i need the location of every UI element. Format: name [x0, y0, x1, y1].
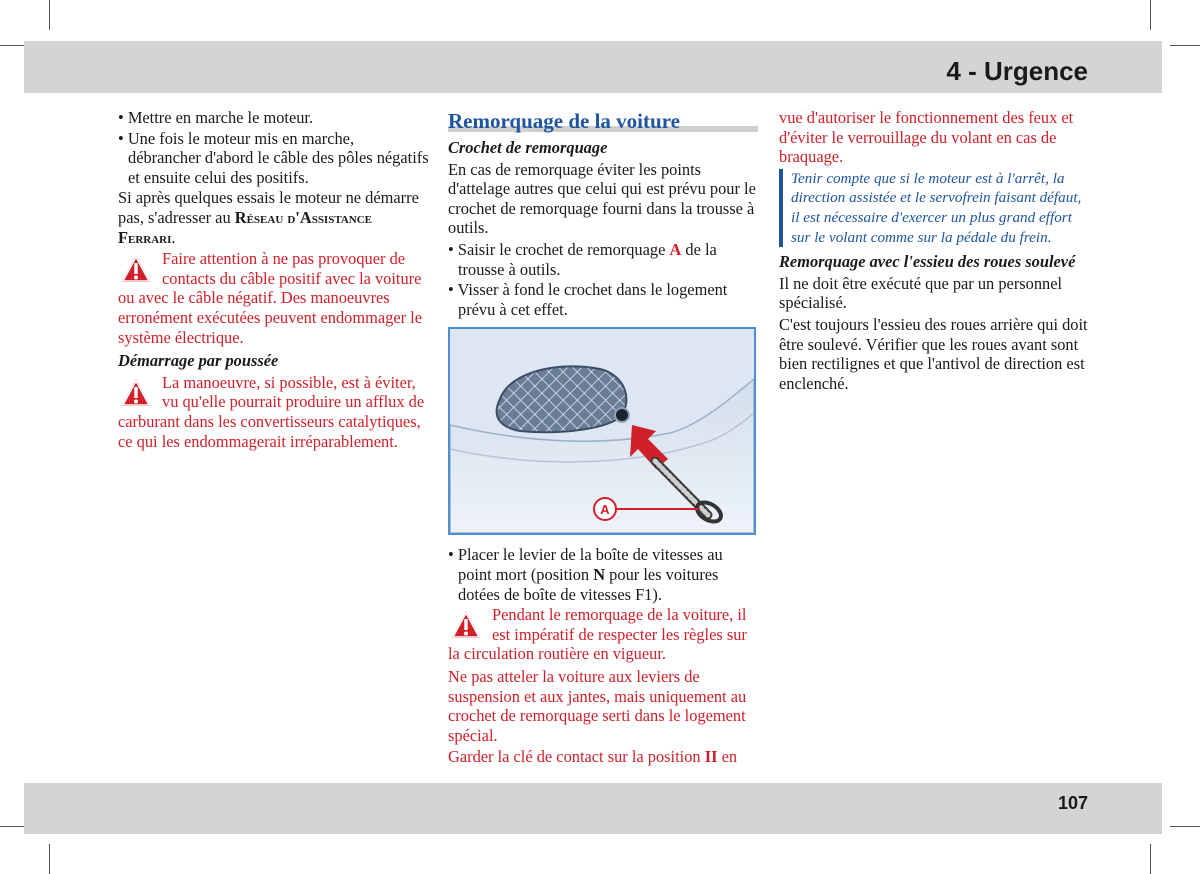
bullet-text: pour les voitures dotées de boîte de vitesses F1). — [458, 564, 719, 604]
crop-mark — [49, 844, 50, 874]
warning-block — [118, 373, 430, 451]
crop-mark — [1170, 826, 1200, 827]
paragraph-attachment: En cas de remorquage éviter les points d'attelage autres que celui qui est prévu pour le crochet de remorquage fourni dans la trousse à outils. — [448, 159, 756, 238]
brand-network: Réseau d'Assistance Ferrari — [118, 207, 373, 247]
crop-mark — [1150, 844, 1151, 874]
tow-hook-illustration — [448, 327, 756, 535]
chapter-title: 4 - Urgence — [946, 56, 1088, 86]
subhead-lifted-axle: Remorquage avec l'essieu des roues soulevé — [779, 252, 1076, 272]
column-middle — [448, 108, 760, 769]
warning-block — [448, 605, 760, 664]
paragraph-assistance — [118, 188, 430, 247]
note-block: Tenir compte que si le moteur est à l'arrêt, la direction assistée et le servofrein faisant défaut, il est nécessaire d'exercer un plus grand effort sur le volant comme sur la pédale du frein. — [779, 169, 1089, 247]
figure-label-a: A — [600, 502, 610, 518]
bullet-text: • Placer le levier de la boîte de vitesses au point mort (position — [448, 545, 723, 584]
warning-block — [118, 249, 430, 347]
paragraph-ignition — [448, 747, 760, 767]
warning-icon — [118, 251, 154, 285]
paragraph-end: . — [171, 227, 176, 247]
paragraph-text: en — [717, 747, 738, 767]
paragraph-text: Si après quelques essais le moteur ne démarre pas, s'adresser au — [118, 188, 419, 227]
section-title — [448, 108, 760, 134]
paragraph-rear-axle: C'est toujours l'essieu des roues arrière qui doit être soulevé. Vérifier que les roues avant sont bien rectilignes et que l'antivol de direction est enclenché. — [779, 314, 1088, 393]
warning-text: Faire attention à ne pas provoquer de contacts du câble positif avec la voiture ou avec le câble négatif. Des manoeuvres erronément exécutées peuvent endommager le système électrique. — [118, 249, 422, 347]
bullet-disconnect-cables: • Une fois le moteur mis en marche, débrancher d'abord le câble des pôles négatifs et ensuite celui des positifs. — [118, 128, 429, 187]
gear-letter: N — [593, 564, 606, 584]
footer-band — [24, 783, 1162, 834]
bullet-screw-hook: • Visser à fond le crochet dans le logement prévu à cet effet. — [448, 280, 728, 319]
paragraph-personnel: Il ne doit être exécuté que par un personnel spécialisé. — [779, 273, 1063, 313]
warning-icon — [118, 375, 154, 409]
subhead-tow-hook: Crochet de remorquage — [448, 138, 608, 157]
warning-icon — [448, 607, 484, 641]
bullet-text: de la trousse à outils. — [458, 239, 717, 279]
page-number: 107 — [1057, 793, 1088, 813]
paragraph-text: Garder la clé de contact sur la position — [448, 747, 705, 767]
warning-text: La manoeuvre, si possible, est à éviter, vu qu'elle pourrait produire un afflux de carburant dans les convertisseurs catalytiques, ce qui les endommagerait irréparablement. — [118, 372, 425, 451]
ignition-position: II — [704, 747, 718, 767]
tow-hook-drawing — [450, 329, 754, 533]
subhead-push-start: Démarrage par poussée — [118, 351, 279, 371]
paragraph-no-suspension: Ne pas atteler la voiture aux leviers de suspension et aux jantes, mais uniquement au crochet de remorquage serti dans le logement spécial. — [448, 666, 747, 745]
warning-text: Pendant le remorquage de la voiture, il est impératif de respecter les règles sur la circulation routière en vigueur. — [448, 605, 747, 664]
section-title-text: Remorquage de la voiture — [448, 109, 680, 133]
bullet-take-hook — [448, 240, 760, 279]
crop-mark — [1170, 45, 1200, 46]
paragraph-continued: vue d'autoriser le fonctionnement des feux et d'éviter le verrouillage du volant en cas de braquage. — [779, 108, 1074, 167]
bullet-start-engine: • Mettre en marche le moteur. — [118, 108, 314, 127]
column-right — [779, 108, 1089, 395]
bullet-neutral-gear — [448, 545, 760, 604]
crop-mark — [1150, 0, 1151, 30]
callout-letter: A — [669, 239, 682, 259]
crop-mark — [49, 0, 50, 30]
column-left — [118, 108, 430, 454]
bullet-text: • Saisir le crochet de remorquage — [448, 239, 670, 259]
